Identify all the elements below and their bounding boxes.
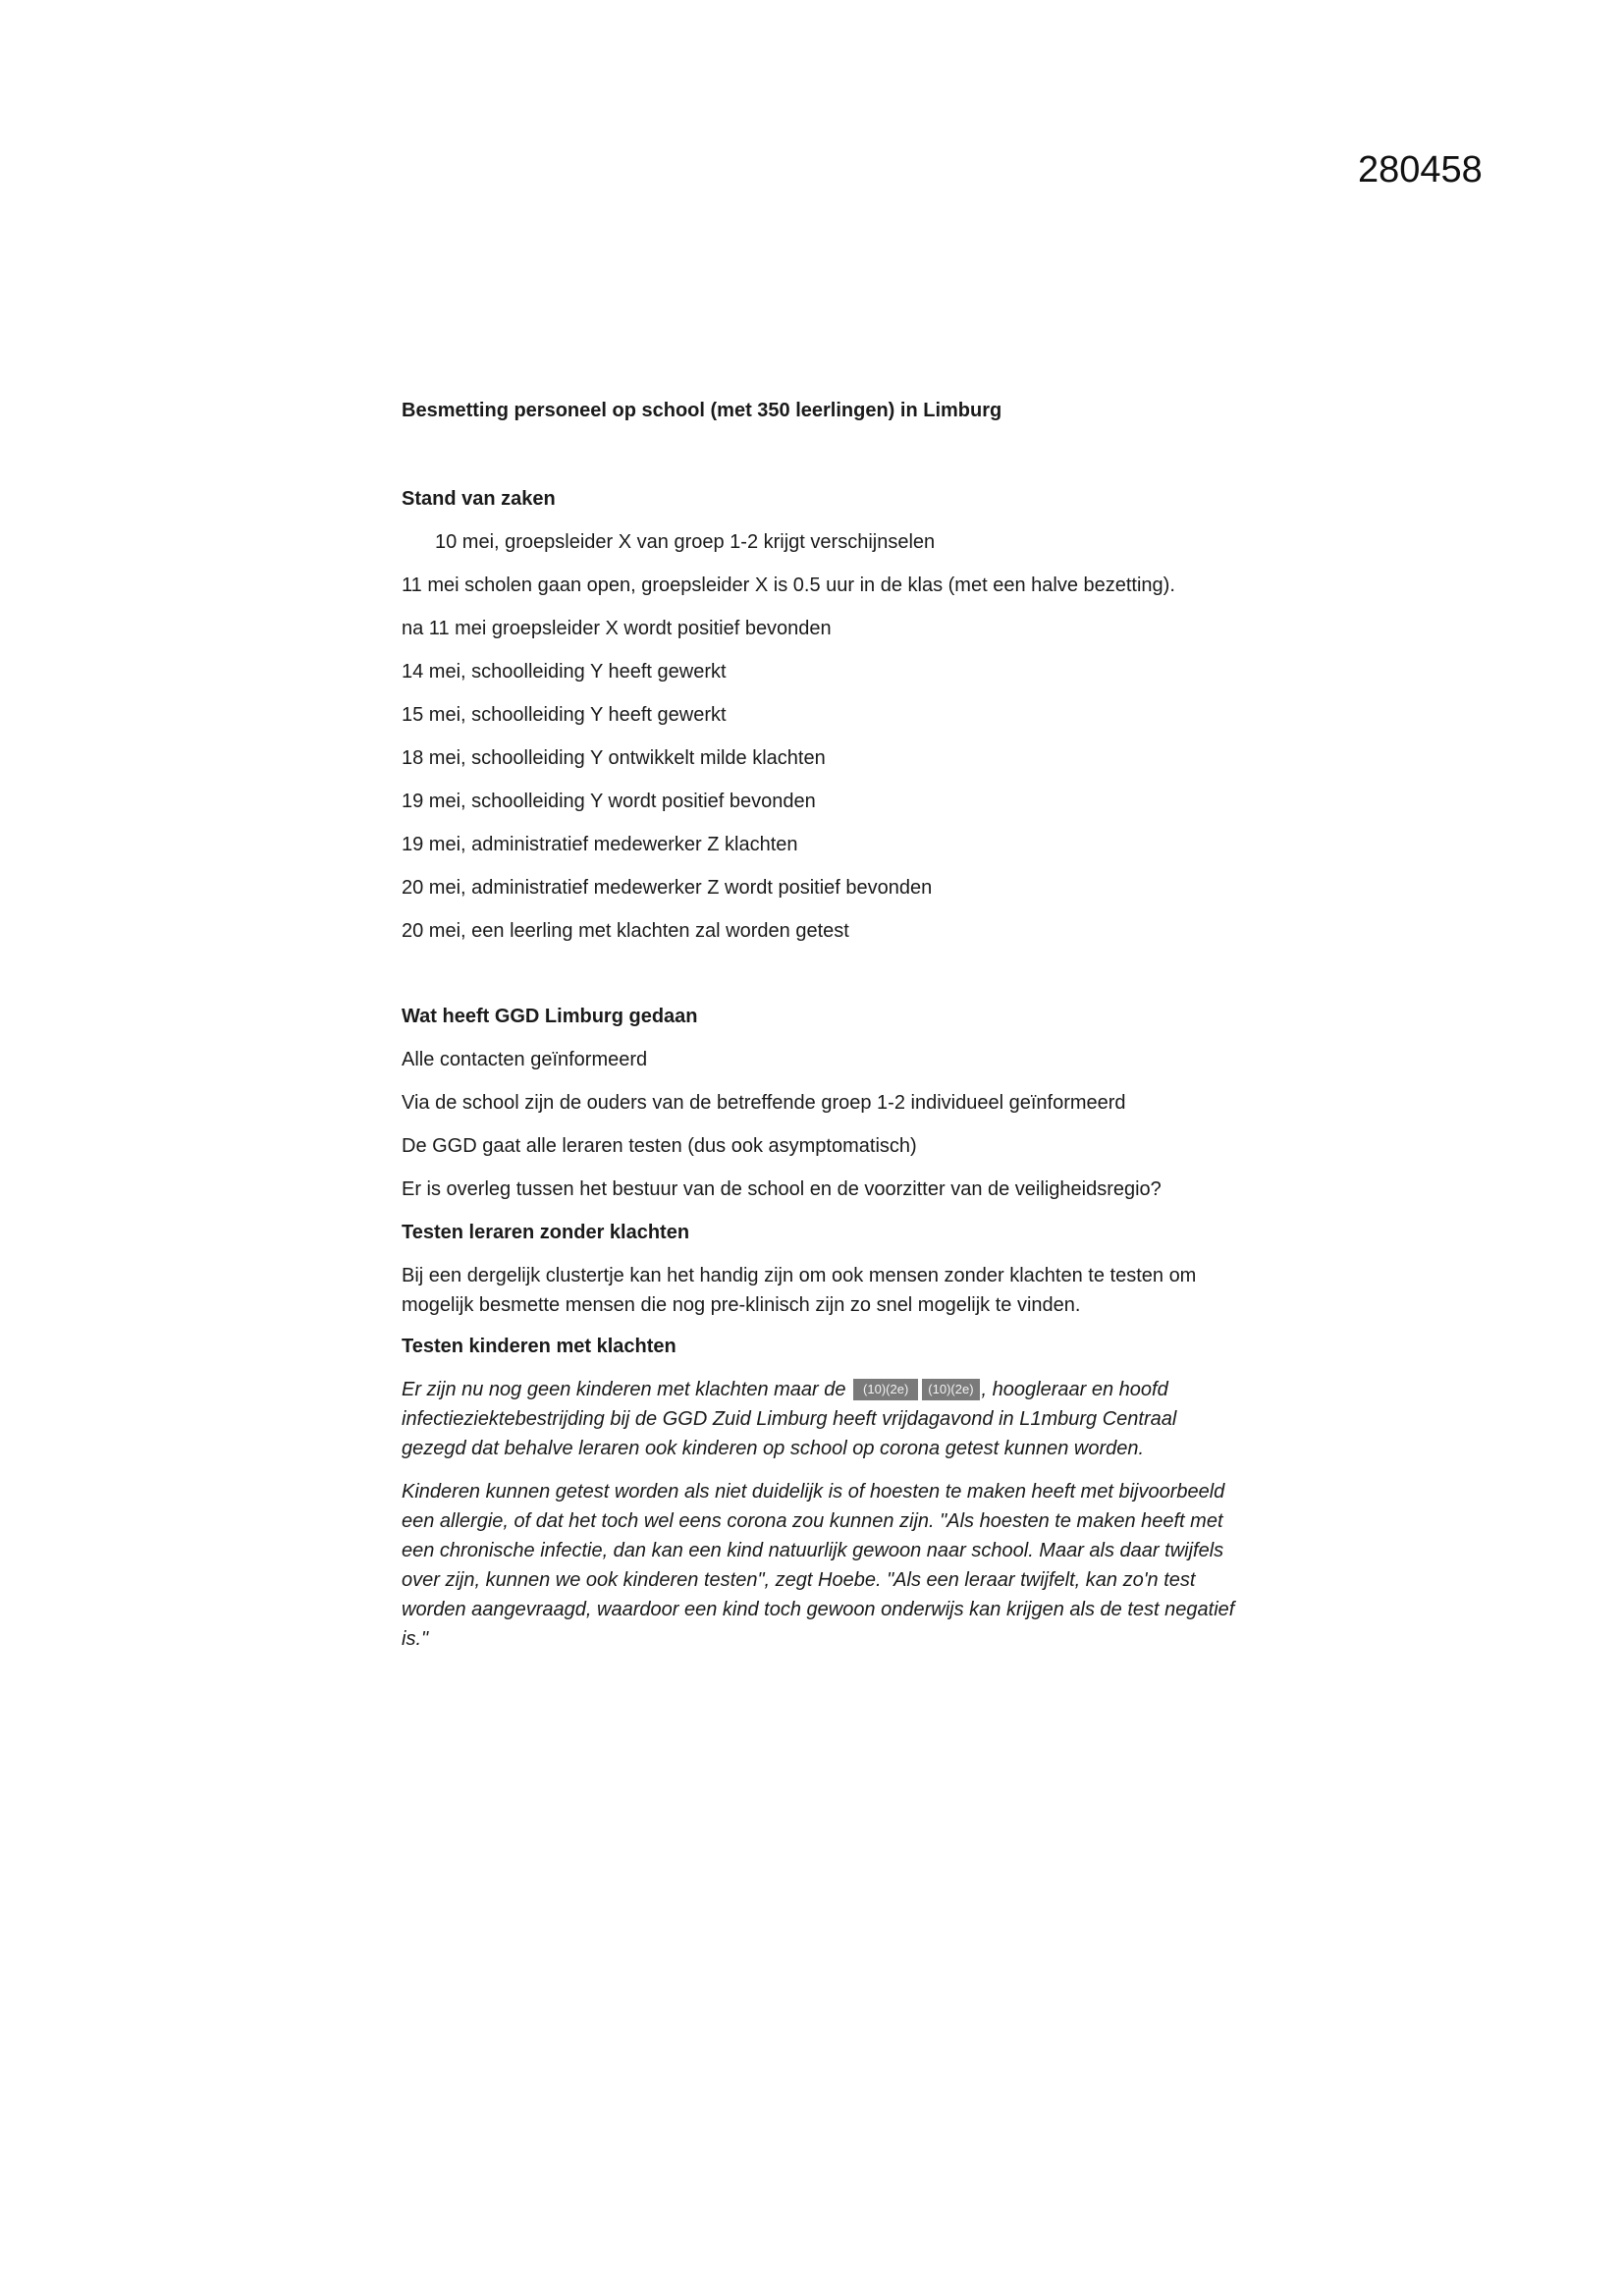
- status-list: [402, 527, 1246, 946]
- children-paragraph-1-end: , hoogleraar en hoofd infectieziektebestrijding bij de GGD Zuid Limburg heeft vrijdagavond in L1mburg Centraal gezegd dat behalve leraren ook kinderen op school op corona getest kunnen worden.: [402, 1379, 1177, 1459]
- status-item: 19 mei, administratief medewerker Z klachten: [402, 834, 798, 855]
- teachers-paragraph: Bij een dergelijk clustertje kan het handig zijn om ook mensen zonder klachten te testen om mogelijk besmette mensen die nog pre-klinisch zijn zo snel mogelijk te vinden.: [402, 1265, 1197, 1316]
- teachers-heading: Testen leraren zonder klachten: [402, 1222, 690, 1243]
- redaction-box: (10)(2e): [853, 1379, 918, 1400]
- ggd-heading: Wat heeft GGD Limburg gedaan: [402, 1006, 698, 1027]
- document-body: [402, 396, 1246, 1654]
- status-item: 18 mei, schoolleiding Y ontwikkelt milde klachten: [402, 747, 826, 769]
- status-item: 19 mei, schoolleiding Y wordt positief bevonden: [402, 791, 816, 812]
- children-paragraph-2: Kinderen kunnen getest worden als niet duidelijk is of hoesten te maken heeft met bijvoorbeeld een allergie, of dat het toch wel eens corona zou kunnen zijn. "Als hoesten te maken heeft met een chronische infectie, dan kan een kind natuurlijk gewoon naar school. Maar als daar twijfels over zijn, kunnen we ook kinderen testen", zegt Hoebe. "Als een leraar twijfelt, kan zo'n test worden aangevraagd, waardoor een kind toch gewoon onderwijs kan krijgen als de test negatief is.": [402, 1481, 1235, 1650]
- redaction-box: (10)(2e): [922, 1379, 979, 1400]
- status-item: 10 mei, groepsleider X van groep 1-2 krijgt verschijnselen: [435, 531, 936, 553]
- status-item: 15 mei, schoolleiding Y heeft gewerkt: [402, 704, 727, 726]
- ggd-list: [402, 1045, 1246, 1204]
- ggd-item: Via de school zijn de ouders van de betreffende groep 1-2 individueel geïnformeerd: [402, 1092, 1126, 1114]
- status-heading: Stand van zaken: [402, 488, 556, 510]
- children-paragraph-1: [402, 1375, 1246, 1463]
- status-item: 11 mei scholen gaan open, groepsleider X is 0.5 uur in de klas (met een halve bezetting).: [402, 574, 1175, 596]
- children-paragraph-1-start: Er zijn nu nog geen kinderen met klachten maar de: [402, 1379, 852, 1400]
- status-item: 20 mei, een leerling met klachten zal worden getest: [402, 920, 849, 942]
- document-number: 280458: [1358, 149, 1483, 191]
- children-heading: Testen kinderen met klachten: [402, 1336, 676, 1357]
- status-item: 20 mei, administratief medewerker Z wordt positief bevonden: [402, 877, 933, 899]
- document-title: Besmetting personeel op school (met 350 leerlingen) in Limburg: [402, 400, 1002, 421]
- ggd-item: Er is overleg tussen het bestuur van de school en de voorzitter van de veiligheidsregio?: [402, 1178, 1162, 1200]
- ggd-item: Alle contacten geïnformeerd: [402, 1049, 648, 1070]
- ggd-item: De GGD gaat alle leraren testen (dus ook asymptomatisch): [402, 1135, 917, 1157]
- status-item: na 11 mei groepsleider X wordt positief bevonden: [402, 618, 832, 639]
- status-item: 14 mei, schoolleiding Y heeft gewerkt: [402, 661, 727, 683]
